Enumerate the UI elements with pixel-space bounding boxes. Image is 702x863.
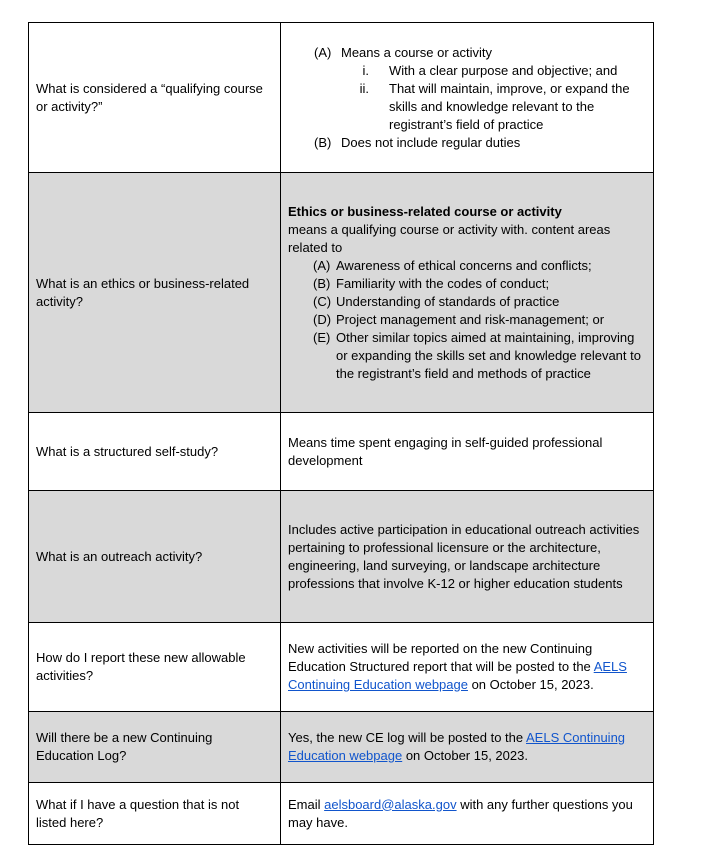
answer-text: Means time spent engaging in self-guided professional development	[288, 434, 603, 468]
aels-ce-webpage-link[interactable]: AELS Continuing Education webpage	[288, 659, 627, 692]
list-item	[341, 62, 646, 80]
list-text: Means a course or activity	[341, 44, 493, 60]
list-marker: (B)	[313, 275, 331, 291]
list-item	[341, 80, 646, 134]
faq-row-self-study	[29, 413, 654, 491]
list-item	[313, 257, 646, 275]
ethics-list	[313, 257, 646, 383]
list-marker: ii.	[359, 80, 369, 96]
answer-cell	[281, 173, 654, 413]
question-text: What if I have a question that is not listed here?	[36, 796, 240, 830]
question-cell	[29, 491, 281, 623]
answer-text: with any further questions you may have.	[288, 796, 633, 830]
list-marker: (D)	[313, 311, 332, 327]
faq-row-question	[29, 783, 654, 845]
ethics-heading: Ethics or business-related course or activity	[288, 203, 562, 219]
faq-row-ethics	[29, 173, 654, 413]
faq-row-report	[29, 623, 654, 712]
aels-ce-webpage-link[interactable]: AELS Continuing Education webpage	[288, 730, 626, 763]
question-cell	[29, 783, 281, 845]
question-cell	[29, 23, 281, 173]
question-text: What is an outreach activity?	[36, 548, 203, 564]
faq-row-outreach	[29, 491, 654, 623]
faq-table	[28, 22, 654, 845]
list-text: Awareness of ethical concerns and conflicts;	[336, 257, 592, 273]
answer-text: Email	[288, 796, 325, 812]
list-item	[314, 44, 646, 134]
list-item	[313, 275, 646, 293]
question-cell	[29, 413, 281, 491]
qualifying-sublist	[341, 62, 646, 134]
answer-text: New activities will be reported on the new Continuing Education Structured report that will be posted to the	[288, 641, 594, 674]
answer-text: on October 15, 2023.	[402, 748, 528, 763]
answer-cell	[281, 623, 654, 712]
faq-row-qualifying	[29, 23, 654, 173]
list-item	[313, 311, 646, 329]
question-cell	[29, 623, 281, 712]
email-link[interactable]: aelsboard@alaska.gov	[324, 796, 457, 812]
list-item	[314, 134, 646, 152]
question-cell	[29, 712, 281, 783]
list-marker: (B)	[314, 134, 332, 150]
answer-text: on October 15, 2023.	[467, 677, 594, 692]
list-item	[313, 329, 646, 383]
question-text: What is considered a “qualifying course or activity?”	[36, 80, 263, 114]
answer-cell	[281, 413, 654, 491]
list-item	[313, 293, 646, 311]
list-text: Understanding of standards of practice	[336, 293, 560, 309]
list-text: That will maintain, improve, or expand the skills and knowledge relevant to the registrant’s field of practice	[389, 80, 630, 132]
answer-cell	[281, 491, 654, 623]
faq-row-ce-log	[29, 712, 654, 783]
qualifying-list	[314, 44, 646, 152]
list-text: Project management and risk-management; or	[336, 311, 605, 327]
list-marker: (A)	[314, 44, 332, 60]
question-text: What is a structured self-study?	[36, 443, 219, 459]
list-marker: i.	[362, 62, 369, 78]
list-marker: (C)	[313, 293, 332, 309]
list-text: Familiarity with the codes of conduct;	[336, 275, 550, 291]
list-marker: (E)	[313, 329, 331, 345]
ethics-intro: means a qualifying course or activity with. content areas related to	[288, 221, 611, 255]
question-text: What is an ethics or business-related activity?	[36, 275, 250, 309]
list-text: Other similar topics aimed at maintaining, improving or expanding the skills set and knowledge relevant to the registrant’s field and methods of practice	[336, 329, 641, 381]
answer-cell	[281, 712, 654, 783]
question-text: Will there be a new Continuing Education Log?	[36, 730, 213, 763]
answer-text: Includes active participation in educational outreach activities pertaining to professional licensure or the architecture, engineering, land surveying, or landscape architecture professions that involve K-12 or higher education students	[288, 521, 640, 591]
list-marker: (A)	[313, 257, 331, 273]
answer-cell	[281, 23, 654, 173]
question-cell	[29, 173, 281, 413]
answer-cell	[281, 783, 654, 845]
question-text: How do I report these new allowable activities?	[36, 650, 246, 683]
list-text: With a clear purpose and objective; and	[389, 62, 618, 78]
answer-text: Yes, the new CE log will be posted to the	[288, 730, 527, 745]
list-text: Does not include regular duties	[341, 134, 521, 150]
